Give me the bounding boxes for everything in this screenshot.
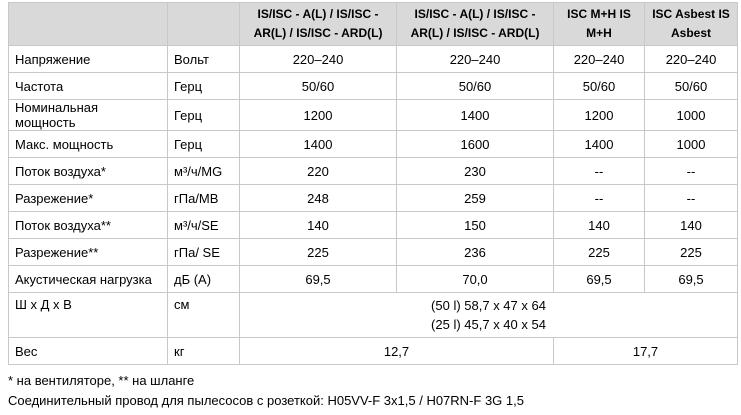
row-name: Разрежение* xyxy=(9,185,168,212)
row-value: 1400 xyxy=(240,131,397,158)
table-row xyxy=(9,73,738,100)
table-row xyxy=(9,185,738,212)
row-name: Макс. мощность xyxy=(9,131,168,158)
row-value: 50/60 xyxy=(645,73,738,100)
row-value: 50/60 xyxy=(397,73,554,100)
table-row xyxy=(9,100,738,131)
row-name: Частота xyxy=(9,73,168,100)
table-row xyxy=(9,212,738,239)
row-value: 225 xyxy=(240,239,397,266)
row-value: 1000 xyxy=(645,100,738,131)
row-name: Поток воздуха* xyxy=(9,158,168,185)
dimensions-unit: см xyxy=(168,293,240,338)
row-value: -- xyxy=(554,185,645,212)
row-value: 50/60 xyxy=(240,73,397,100)
row-unit: гПа/MB xyxy=(168,185,240,212)
row-unit: Вольт xyxy=(168,46,240,73)
table-row xyxy=(9,239,738,266)
row-value: 1600 xyxy=(397,131,554,158)
row-value: 259 xyxy=(397,185,554,212)
row-value: -- xyxy=(554,158,645,185)
specifications-table xyxy=(8,2,738,365)
weight-unit: кг xyxy=(168,338,240,365)
dimensions-line-1: (50 l) 58,7 x 47 x 64 xyxy=(431,298,546,313)
row-name: Поток воздуха** xyxy=(9,212,168,239)
row-value: 220–240 xyxy=(240,46,397,73)
row-value: 248 xyxy=(240,185,397,212)
table-row xyxy=(9,266,738,293)
dimensions-line-2: (25 l) 45,7 x 40 x 54 xyxy=(431,317,546,332)
header-cell-model-2: IS/ISC - A(L) / IS/ISC - AR(L) / IS/ISC - ARD(L) xyxy=(397,3,554,46)
row-value: 69,5 xyxy=(554,266,645,293)
row-value: 220–240 xyxy=(554,46,645,73)
row-value: 69,5 xyxy=(645,266,738,293)
dimensions-value xyxy=(240,293,738,338)
row-unit: дБ (А) xyxy=(168,266,240,293)
row-name: Акустическая нагрузка xyxy=(9,266,168,293)
row-unit: Герц xyxy=(168,131,240,158)
row-value: 150 xyxy=(397,212,554,239)
row-unit: м³/ч/SE xyxy=(168,212,240,239)
row-unit: м³/ч/MG xyxy=(168,158,240,185)
row-unit: Герц xyxy=(168,73,240,100)
dimensions-name: Ш x Д x В xyxy=(9,293,168,338)
row-value: 1400 xyxy=(554,131,645,158)
header-cell-model-3: ISC M+H IS M+H xyxy=(554,3,645,46)
row-value: -- xyxy=(645,158,738,185)
row-value: 70,0 xyxy=(397,266,554,293)
row-unit: Герц xyxy=(168,100,240,131)
weight-row xyxy=(9,338,738,365)
row-value: 140 xyxy=(240,212,397,239)
row-value: 1200 xyxy=(240,100,397,131)
header-row xyxy=(9,3,738,46)
weight-value-right: 17,7 xyxy=(554,338,738,365)
row-value: 225 xyxy=(645,239,738,266)
notes xyxy=(8,371,524,411)
header-cell-model-4: ISC Asbest IS Asbest xyxy=(645,3,738,46)
row-value: 220 xyxy=(240,158,397,185)
weight-value-left: 12,7 xyxy=(240,338,554,365)
dimensions-row xyxy=(9,293,738,338)
row-value: 1400 xyxy=(397,100,554,131)
row-value: 1000 xyxy=(645,131,738,158)
row-value: 220–240 xyxy=(645,46,738,73)
row-unit: гПа/ SE xyxy=(168,239,240,266)
header-cell-unit xyxy=(168,3,240,46)
row-name: Номинальная мощность xyxy=(9,100,168,131)
row-name: Разрежение** xyxy=(9,239,168,266)
row-value: 230 xyxy=(397,158,554,185)
row-value: 1200 xyxy=(554,100,645,131)
row-value: 140 xyxy=(645,212,738,239)
row-value: 236 xyxy=(397,239,554,266)
table-row xyxy=(9,158,738,185)
table-row xyxy=(9,46,738,73)
row-value: 225 xyxy=(554,239,645,266)
cable-note: Соединительный провод для пылесосов с розеткой: H05VV-F 3x1,5 / H07RN-F 3G 1,5 xyxy=(8,393,524,408)
table-row xyxy=(9,131,738,158)
row-name: Напряжение xyxy=(9,46,168,73)
header-cell-name xyxy=(9,3,168,46)
footnote: * на вентиляторе, ** на шланге xyxy=(8,373,195,388)
row-value: -- xyxy=(645,185,738,212)
row-value: 50/60 xyxy=(554,73,645,100)
row-value: 220–240 xyxy=(397,46,554,73)
row-value: 140 xyxy=(554,212,645,239)
header-cell-model-1: IS/ISC - A(L) / IS/ISC - AR(L) / IS/ISC - ARD(L) xyxy=(240,3,397,46)
weight-name: Вес xyxy=(9,338,168,365)
row-value: 69,5 xyxy=(240,266,397,293)
